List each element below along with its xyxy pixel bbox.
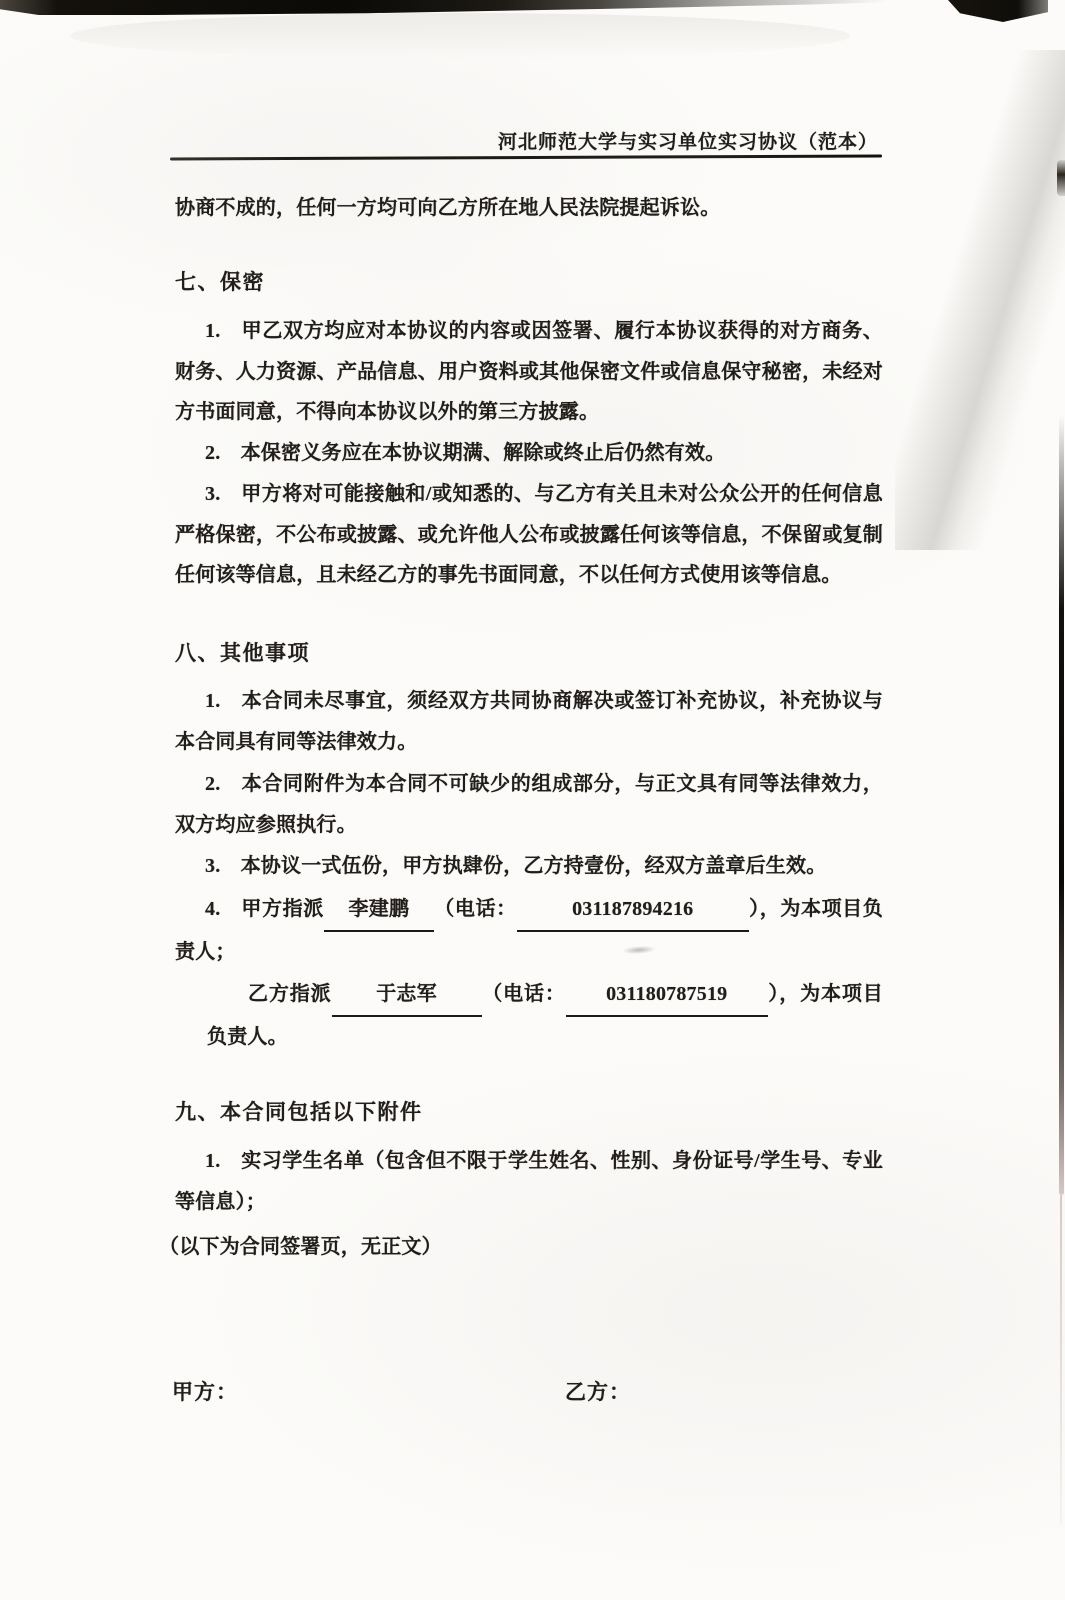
party-a-designee-suffix: ），为本项目负责人； bbox=[175, 898, 883, 963]
scan-artifact-edge-mark bbox=[1057, 160, 1065, 196]
scan-artifact-right-edge bbox=[1059, 415, 1064, 1195]
party-b-designee-suffix: ），为本项目负责人。 bbox=[207, 983, 883, 1048]
party-a-designee-field: 李建鹏 bbox=[324, 889, 434, 932]
scan-artifact-top-shadow bbox=[70, 13, 850, 59]
party-b-designee-prefix: 乙方指派 bbox=[248, 983, 332, 1005]
paragraph-party-b-designee bbox=[175, 974, 883, 1057]
scan-artifact-right-edge-faint bbox=[1060, 1195, 1062, 1525]
section-title-misc: 八、其他事项 bbox=[175, 641, 310, 665]
paragraph-confidentiality-1: 1. 甲乙双方均应对本协议的内容或因签署、履行本协议获得的对方商务、财务、人力资源、产品信息、用户资料或其他保密文件或信息保守秘密，未经对方书面同意，不得向本协议以外的第三方披露。 bbox=[175, 320, 883, 423]
paragraph-confidentiality-2: 2. 本保密义务应在本协议期满、解除或终止后仍然有效。 bbox=[205, 442, 726, 464]
signing-page-note: （以下为合同签署页，无正文） bbox=[159, 1236, 442, 1258]
party-a-phone-label: （电话： bbox=[433, 898, 517, 920]
paragraph-misc-1: 1. 本合同未尽事宜，须经双方共同协商解决或签订补充协议，补充协议与本合同具有同等法律效力。 bbox=[175, 690, 883, 753]
party-b-phone-label: （电话： bbox=[481, 983, 566, 1005]
scan-artifact-corner bbox=[948, 0, 1048, 22]
paragraph-carryover: 协商不成的，任何一方均可向乙方所在地人民法院提起诉讼。 bbox=[175, 197, 721, 219]
party-b-signature-label: 乙方： bbox=[565, 1380, 631, 1404]
scan-artifact-page-curl-shadow bbox=[895, 50, 1065, 550]
paragraph-attachments-1: 1. 实习学生名单（包含但不限于学生姓名、性别、身份证号/学生号、专业等信息）； bbox=[175, 1150, 883, 1213]
paragraph-misc-2: 2. 本合同附件为本合同不可缺少的组成部分，与正文具有同等法律效力，双方均应参照执行。 bbox=[175, 773, 883, 836]
paragraph-misc-3: 3. 本协议一式伍份，甲方执肆份，乙方持壹份，经双方盖章后生效。 bbox=[205, 855, 827, 877]
party-b-designee-field: 于志军 bbox=[332, 974, 482, 1017]
party-a-designee-prefix: 4. 甲方指派 bbox=[205, 898, 324, 920]
page-header-title: 河北师范大学与实习单位实习协议（范本） bbox=[497, 132, 878, 153]
header-rule bbox=[170, 154, 882, 160]
section-title-confidentiality: 七、保密 bbox=[175, 270, 265, 294]
party-a-signature-label: 甲方： bbox=[172, 1380, 238, 1404]
paragraph-misc-4 bbox=[175, 889, 883, 972]
paragraph-confidentiality-3: 3. 甲方将对可能接触和/或知悉的、与乙方有关且未对公众公开的任何信息严格保密，不公布或披露、或允许他人公布或披露任何该等信息，不保留或复制任何该等信息，且未经乙方的事先书面同意，不以任何方式使用该等信息。 bbox=[175, 483, 883, 586]
section-title-attachments: 九、本合同包括以下附件 bbox=[175, 1100, 423, 1124]
party-a-phone-field: 031187894216 bbox=[517, 889, 749, 932]
party-b-phone-field: 031180787519 bbox=[566, 974, 768, 1017]
